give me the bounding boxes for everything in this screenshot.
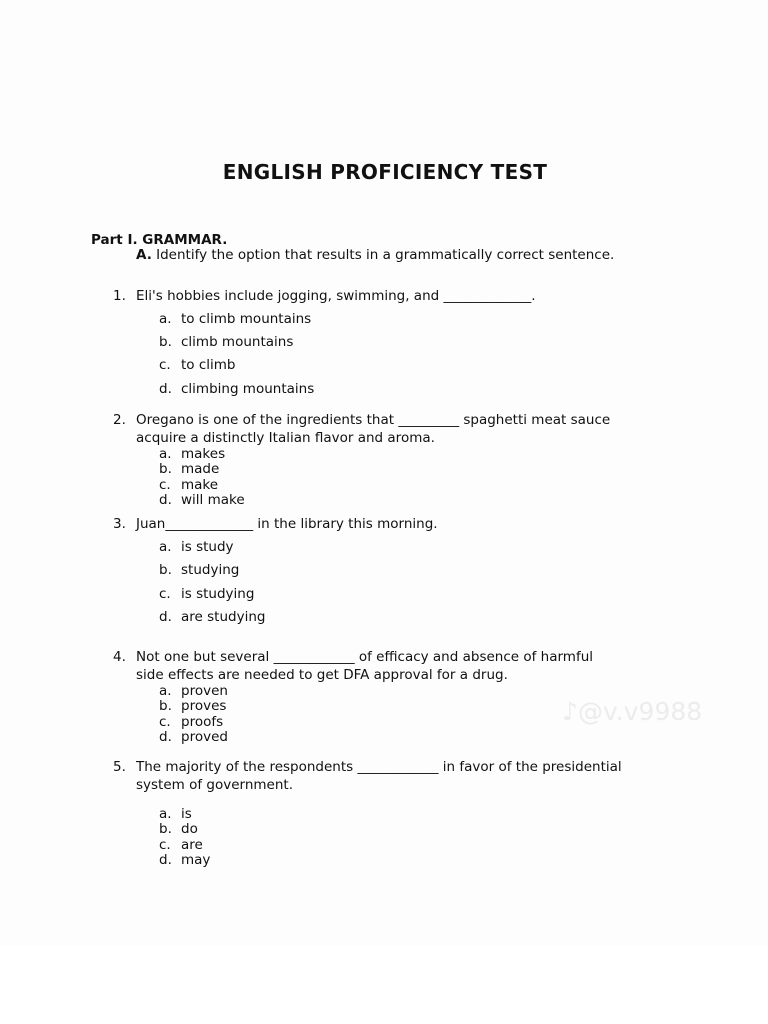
option-3a[interactable] (159, 539, 234, 555)
option-letter: a. (159, 806, 172, 822)
option-text: make (181, 477, 219, 493)
option-4d[interactable] (159, 729, 228, 745)
option-text: proves (181, 698, 227, 714)
option-text: to climb (181, 357, 236, 373)
option-text: are (181, 837, 203, 853)
option-letter: a. (159, 446, 172, 462)
option-text: is studying (181, 586, 255, 602)
question-5 (113, 758, 622, 794)
option-letter: b. (159, 821, 172, 837)
option-4a[interactable] (159, 683, 228, 699)
part-heading: Part I. GRAMMAR. (91, 232, 228, 248)
option-letter: b. (159, 334, 172, 350)
question-number: 1. (113, 288, 126, 304)
option-3c[interactable] (159, 586, 254, 602)
option-text: proofs (181, 714, 224, 730)
question-number: 3. (113, 516, 126, 532)
option-1b[interactable] (159, 334, 293, 350)
option-text: will make (181, 492, 245, 508)
instruction-text: Identify the option that results in a grammatically correct sentence. (151, 247, 615, 263)
option-5c[interactable] (159, 837, 203, 853)
option-1a[interactable] (159, 311, 311, 327)
option-letter: c. (159, 837, 171, 853)
option-text: is (181, 806, 192, 822)
option-text: climb mountains (181, 334, 294, 350)
question-text-line-1: Not one but several ____________ of efficacy and absence of harmful (136, 649, 594, 665)
question-text-line-1: The majority of the respondents ____________ in favor of the presidential (136, 759, 622, 775)
question-2 (113, 411, 611, 447)
option-2d[interactable] (159, 492, 245, 508)
option-2b[interactable] (159, 461, 219, 477)
option-letter: b. (159, 562, 172, 578)
option-4b[interactable] (159, 698, 226, 714)
option-letter: c. (159, 477, 171, 493)
option-letter: a. (159, 683, 172, 699)
option-1d[interactable] (159, 381, 314, 397)
option-5d[interactable] (159, 852, 210, 868)
option-text: climbing mountains (181, 381, 315, 397)
option-1c[interactable] (159, 357, 236, 373)
option-text: proven (181, 683, 228, 699)
option-letter: b. (159, 461, 172, 477)
question-text-line-2: side effects are needed to get DFA approval for a drug. (136, 667, 508, 683)
page-bottom-margin (0, 945, 768, 1024)
option-5a[interactable] (159, 806, 192, 822)
option-letter: b. (159, 698, 172, 714)
option-text: proved (181, 729, 228, 745)
option-4c[interactable] (159, 714, 223, 730)
question-4 (113, 648, 594, 684)
question-1 (113, 287, 536, 305)
question-text-line-1: Oregano is one of the ingredients that _________ spaghetti meat sauce (136, 412, 611, 428)
option-letter: c. (159, 714, 171, 730)
option-letter: d. (159, 609, 172, 625)
option-text: to climb mountains (181, 311, 312, 327)
question-text: Juan_____________ in the library this morning. (136, 516, 438, 532)
option-letter: d. (159, 492, 172, 508)
option-letter: d. (159, 729, 172, 745)
option-letter: d. (159, 381, 172, 397)
question-text-line-2: system of government. (136, 777, 293, 793)
option-5b[interactable] (159, 821, 198, 837)
option-letter: d. (159, 852, 172, 868)
question-number: 4. (113, 649, 126, 665)
option-letter: c. (159, 586, 171, 602)
option-text: do (181, 821, 198, 837)
watermark-logo: ♪@v.v9988 (562, 697, 703, 726)
option-letter: c. (159, 357, 171, 373)
option-letter: a. (159, 311, 172, 327)
page-title: ENGLISH PROFICIENCY TEST (222, 160, 548, 184)
question-text: Eli's hobbies include jogging, swimming, and _____________. (136, 288, 536, 304)
option-3b[interactable] (159, 562, 239, 578)
question-text-line-2: acquire a distinctly Italian flavor and aroma. (136, 430, 435, 446)
option-2c[interactable] (159, 477, 218, 493)
option-3d[interactable] (159, 609, 265, 625)
question-number: 5. (113, 759, 126, 775)
option-letter: a. (159, 539, 172, 555)
option-text: made (181, 461, 220, 477)
option-text: studying (181, 562, 240, 578)
section-instruction (136, 247, 614, 263)
question-3 (113, 515, 438, 533)
option-text: are studying (181, 609, 266, 625)
option-text: is study (181, 539, 234, 555)
option-2a[interactable] (159, 446, 225, 462)
option-text: may (181, 852, 211, 868)
option-text: makes (181, 446, 226, 462)
question-number: 2. (113, 412, 126, 428)
section-letter: A. (136, 247, 152, 263)
